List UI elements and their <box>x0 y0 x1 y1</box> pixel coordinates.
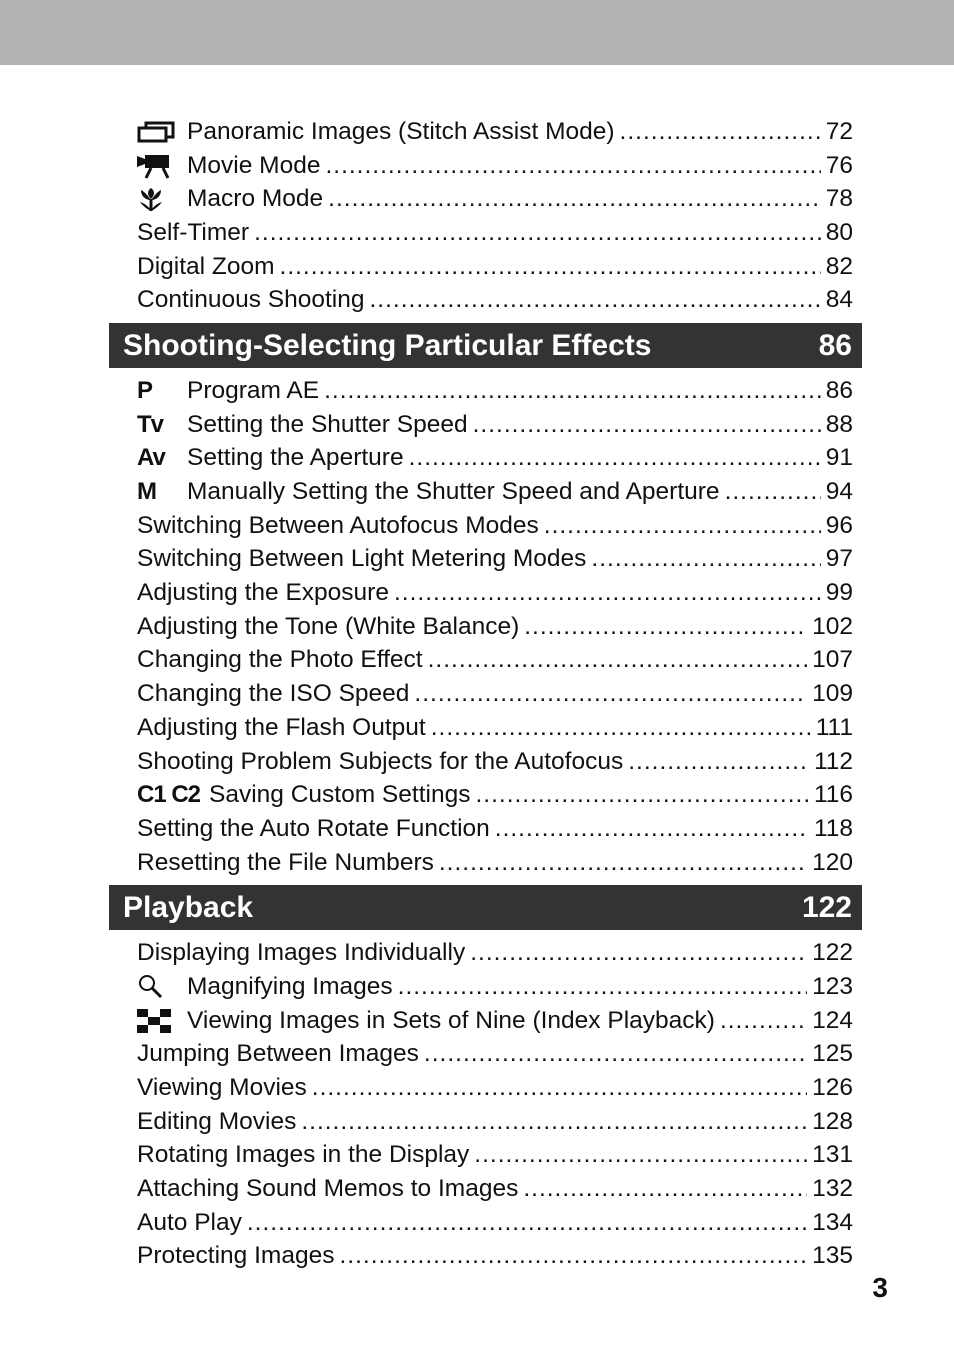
toc-label: Attaching Sound Memos to Images <box>137 1175 519 1203</box>
toc-page: 107 <box>812 646 853 674</box>
toc-page: 111 <box>815 713 853 741</box>
toc-label: Adjusting the Exposure <box>137 579 389 607</box>
toc-entry-viewing-movies[interactable] <box>109 1071 862 1105</box>
toc-entry-white-balance[interactable] <box>109 610 862 644</box>
toc-page: 125 <box>812 1040 853 1068</box>
toc-entry-file-numbers[interactable] <box>109 846 862 880</box>
toc-page: 132 <box>812 1175 853 1203</box>
section-page: 122 <box>801 890 852 924</box>
toc-label: Saving Custom Settings <box>209 781 471 809</box>
manual-mode-icon: M <box>137 478 156 506</box>
leader-dots <box>473 411 821 439</box>
header-bar <box>0 0 954 65</box>
leader-dots <box>431 714 811 742</box>
tv-mode-icon: Tv <box>137 410 164 438</box>
toc-label: Displaying Images Individually <box>137 939 466 967</box>
leader-dots <box>470 939 807 967</box>
toc-page: 97 <box>825 545 853 573</box>
leader-dots <box>725 478 821 506</box>
toc-entry-magnifying[interactable] <box>109 970 862 1004</box>
toc-entry-panoramic[interactable] <box>109 115 862 149</box>
leader-dots <box>524 613 807 641</box>
toc-label: Setting the Auto Rotate Function <box>137 814 490 842</box>
section-title: Shooting-Selecting Particular Effects <box>123 328 652 362</box>
program-mode-icon: P <box>137 376 153 404</box>
toc-entry-flash-output[interactable] <box>109 711 862 745</box>
toc-page: 124 <box>812 1006 853 1034</box>
leader-dots <box>428 646 808 674</box>
toc-label: Changing the ISO Speed <box>137 680 410 708</box>
toc-entry-manual[interactable] <box>109 475 862 509</box>
toc-entry-exposure[interactable] <box>109 576 862 610</box>
custom-mode-icon: C1 C2 <box>137 781 201 809</box>
toc-label: Program AE <box>187 376 320 404</box>
toc-entry-auto-rotate[interactable] <box>109 812 862 846</box>
panorama-icon <box>137 115 187 149</box>
toc-page: 134 <box>812 1208 853 1236</box>
toc-entry-digital-zoom[interactable] <box>109 250 862 284</box>
leader-dots <box>544 512 821 540</box>
movie-icon <box>137 149 187 183</box>
toc-page: 82 <box>825 252 853 280</box>
leader-dots <box>301 1108 807 1136</box>
leader-dots <box>369 286 820 314</box>
toc-entry-custom-settings[interactable] <box>109 778 862 812</box>
section-heading-playback[interactable] <box>109 885 862 930</box>
toc-page: 123 <box>812 972 853 1000</box>
toc-page: 96 <box>825 511 853 539</box>
table-of-contents <box>109 115 862 1273</box>
toc-entry-photo-effect[interactable] <box>109 644 862 678</box>
toc-entry-autofocus-modes[interactable] <box>109 509 862 543</box>
leader-dots <box>398 973 807 1001</box>
toc-page: 86 <box>825 376 853 404</box>
toc-entry-index-playback[interactable] <box>109 1004 862 1038</box>
magnify-icon <box>137 970 187 1004</box>
toc-page: 109 <box>812 680 853 708</box>
toc-page: 80 <box>825 218 853 246</box>
av-mode-icon: Av <box>137 444 165 472</box>
toc-page: 84 <box>825 286 853 314</box>
toc-entry-macro[interactable] <box>109 182 862 216</box>
leader-dots <box>474 1141 807 1169</box>
toc-page: 88 <box>825 410 853 438</box>
toc-label: Setting the Shutter Speed <box>187 410 468 438</box>
toc-page: 131 <box>812 1141 853 1169</box>
toc-label: Viewing Images in Sets of Nine (Index Playback) <box>187 1006 715 1034</box>
toc-label: Jumping Between Images <box>137 1040 419 1068</box>
toc-entry-rotating[interactable] <box>109 1139 862 1173</box>
toc-page: 102 <box>812 612 853 640</box>
toc-label: Movie Mode <box>187 151 321 179</box>
toc-page: 94 <box>825 478 853 506</box>
toc-label: Switching Between Light Metering Modes <box>137 545 587 573</box>
toc-entry-auto-play[interactable] <box>109 1206 862 1240</box>
macro-icon <box>137 182 187 216</box>
toc-label: Manually Setting the Shutter Speed and Aperture <box>187 478 720 506</box>
page-number: 3 <box>872 1272 888 1303</box>
leader-dots <box>495 815 809 843</box>
toc-page: 128 <box>812 1107 853 1135</box>
toc-label: Self-Timer <box>137 218 250 246</box>
leader-dots <box>409 444 821 472</box>
toc-label: Shooting Problem Subjects for the Autofocus <box>137 747 624 775</box>
leader-dots <box>247 1209 807 1237</box>
leader-dots <box>475 781 808 809</box>
toc-label: Resetting the File Numbers <box>137 848 434 876</box>
toc-page: 120 <box>812 848 853 876</box>
toc-label: Magnifying Images <box>187 972 393 1000</box>
toc-entry-protecting[interactable] <box>109 1240 862 1274</box>
toc-entry-shutter-speed[interactable] <box>109 408 862 442</box>
leader-dots <box>312 1074 807 1102</box>
leader-dots <box>439 849 807 877</box>
leader-dots <box>414 680 807 708</box>
toc-entry-self-timer[interactable] <box>109 216 862 250</box>
toc-label: Digital Zoom <box>137 252 275 280</box>
leader-dots <box>328 185 821 213</box>
leader-dots <box>394 579 821 607</box>
toc-page: 122 <box>812 939 853 967</box>
toc-entry-display-individually[interactable] <box>109 936 862 970</box>
leader-dots <box>280 253 821 281</box>
toc-entry-metering-modes[interactable] <box>109 543 862 577</box>
leader-dots <box>254 219 821 247</box>
toc-label: Adjusting the Tone (White Balance) <box>137 612 520 640</box>
toc-page: 118 <box>813 814 853 842</box>
leader-dots <box>339 1242 807 1270</box>
toc-label: Editing Movies <box>137 1107 297 1135</box>
leader-dots <box>324 377 821 405</box>
toc-entry-iso-speed[interactable] <box>109 677 862 711</box>
toc-label: Setting the Aperture <box>187 444 404 472</box>
toc-page: 72 <box>825 117 853 145</box>
toc-label: Panoramic Images (Stitch Assist Mode) <box>187 117 615 145</box>
toc-label: Adjusting the Flash Output <box>137 713 426 741</box>
toc-page: 91 <box>825 444 853 472</box>
section-title: Playback <box>123 890 254 924</box>
toc-page: 126 <box>812 1074 853 1102</box>
toc-label: Protecting Images <box>137 1242 335 1270</box>
toc-entry-movie[interactable] <box>109 149 862 183</box>
toc-entry-editing-movies[interactable] <box>109 1105 862 1139</box>
toc-entry-aperture[interactable] <box>109 442 862 476</box>
toc-page: 99 <box>825 579 853 607</box>
toc-page: 112 <box>813 747 853 775</box>
leader-dots <box>424 1040 807 1068</box>
toc-label: Auto Play <box>137 1208 242 1236</box>
toc-entry-program-ae[interactable] <box>109 374 862 408</box>
leader-dots <box>325 152 820 180</box>
toc-page: 135 <box>812 1242 853 1270</box>
toc-entry-problem-subjects[interactable] <box>109 745 862 779</box>
toc-label: Switching Between Autofocus Modes <box>137 511 539 539</box>
index-icon <box>137 1004 187 1038</box>
toc-page: 116 <box>813 781 853 809</box>
toc-label: Macro Mode <box>187 185 324 213</box>
section-heading-shooting-effects[interactable] <box>109 323 862 368</box>
toc-entry-continuous-shooting[interactable] <box>109 283 862 317</box>
leader-dots <box>591 545 820 573</box>
leader-dots <box>628 748 809 776</box>
leader-dots <box>720 1007 807 1035</box>
leader-dots <box>620 118 821 146</box>
leader-dots <box>523 1175 807 1203</box>
toc-label: Viewing Movies <box>137 1074 307 1102</box>
toc-entry-sound-memos[interactable] <box>109 1172 862 1206</box>
toc-label: Rotating Images in the Display <box>137 1141 470 1169</box>
section-page: 86 <box>818 328 852 362</box>
toc-label: Changing the Photo Effect <box>137 646 423 674</box>
toc-page: 76 <box>825 151 853 179</box>
toc-entry-jumping[interactable] <box>109 1038 862 1072</box>
toc-label: Continuous Shooting <box>137 286 365 314</box>
toc-page: 78 <box>825 185 853 213</box>
